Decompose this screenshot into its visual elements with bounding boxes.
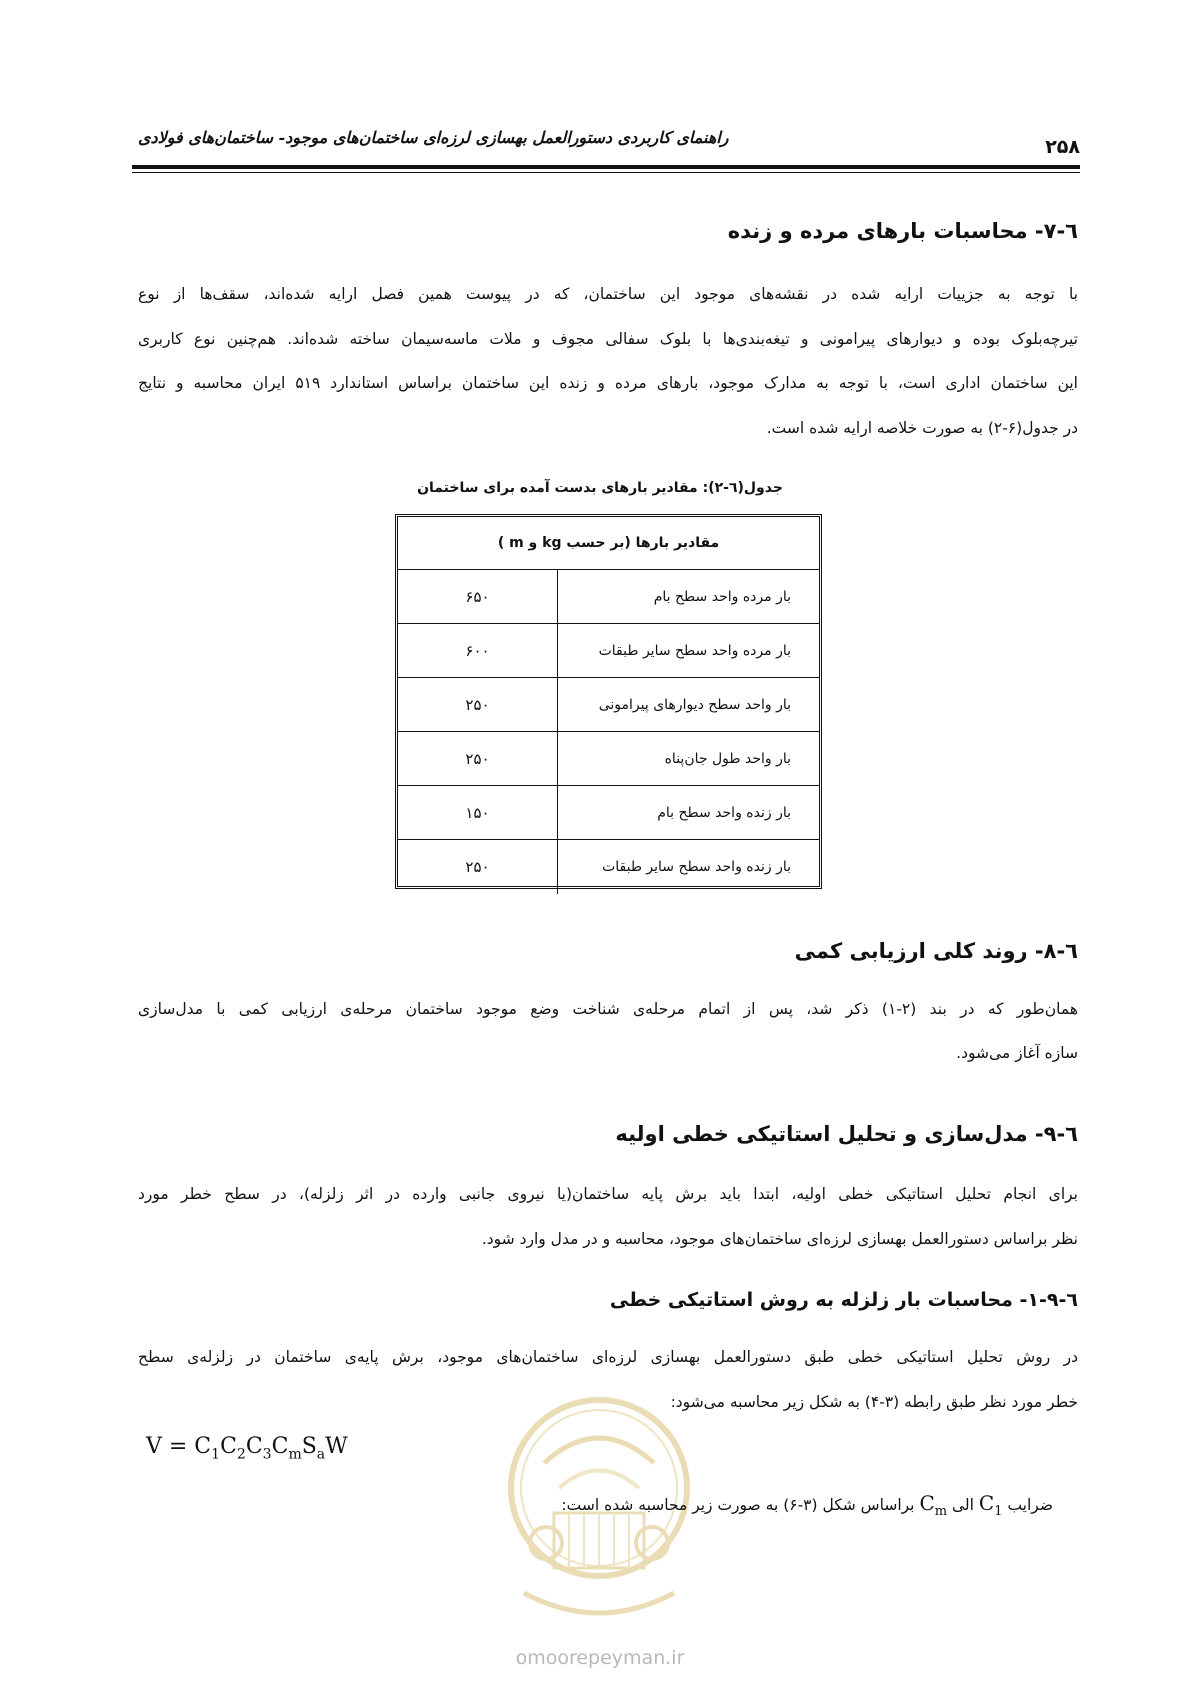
table-cell-label: بار مرده واحد سطح سایر طبقات	[557, 624, 819, 677]
table-caption: جدول(٦-٢): مقادیر بارهای بدست آمده برای ساختمان	[417, 480, 783, 496]
table-row	[398, 786, 819, 840]
table-cell-label: بار واحد سطح دیوارهای پیرامونی	[557, 678, 819, 731]
table-cell-value: ۲۵۰	[465, 695, 490, 714]
table-row	[398, 840, 819, 894]
table-row	[398, 570, 819, 624]
table-cell-value: ۶۵۰	[465, 587, 490, 606]
paragraph-line: با توجه به جزییات ارایه شده در نقشه‌های موجود این ساختمان، که در پیوست همین فصل ارایه شده‌اند، سقف‌ها از نوع	[138, 285, 1078, 303]
table-cell-value: ۶۰۰	[465, 641, 490, 660]
table-cell-value: ۲۵۰	[465, 858, 490, 876]
table-cell-value: ۱۵۰	[465, 803, 490, 822]
section-heading-6-7: ٦-٧- محاسبات بارهای مرده و زنده	[727, 219, 1078, 243]
section-heading-6-8: ٦-٨- روند کلی ارزیابی کمی	[794, 939, 1078, 963]
paragraph-line: نظر براساس دستورالعمل بهسازی لرزه‌ای ساختمان‌های موجود، محاسبه و در مدل وارد شود.	[481, 1230, 1078, 1248]
watermark-text: omoorepeyman.ir	[515, 1647, 685, 1669]
section-heading-6-9-1: ٦-٩-١- محاسبات بار زلزله به روش استاتیکی خطی	[609, 1289, 1078, 1311]
table-header: مقادیر بارها (بر حسب kg و m )	[398, 517, 819, 570]
header-rule-thick	[132, 165, 1080, 169]
paragraph-line: همان‌طور که در بند (۲-۱) ذکر شد، پس از اتمام مرحله‌ی شناخت وضع موجود ساختمان مرحله‌ی ارزیابی کمی با مدل‌سازی	[138, 1000, 1078, 1018]
table-cell-label: بار زنده واحد سطح بام	[557, 786, 819, 839]
paragraph-line: برای انجام تحلیل استاتیکی خطی اولیه، ابتدا باید برش پایه ساختمان(یا نیروی جانبی وارده در اثر زلزله)، در سطح خطر مورد	[138, 1185, 1078, 1203]
paragraph-line: تیرچه‌بلوک بوده و دیوارهای پیرامونی و تیغه‌بندی‌ها با بلوک سفالی مجوف و ملات ماسه‌سیمان ساخته شده‌اند. هم‌چنین نوع کاربری	[138, 330, 1078, 348]
table-row	[398, 732, 819, 786]
header-rule-thin	[132, 172, 1080, 173]
coefficients-line: ضرایب $C_1$ الی $C_m$ براساس شکل (۳-۶) به صورت زیر محاسبه شده است:	[561, 1491, 1053, 1519]
table-cell-label: بار مرده واحد سطح بام	[557, 570, 819, 623]
table-cell-value: ۲۵۰	[465, 749, 490, 768]
paragraph-line: سازه آغاز می‌شود.	[956, 1044, 1078, 1062]
paragraph-line: در جدول(۶-۲) به صورت خلاصه ارایه شده است.	[766, 419, 1078, 437]
table-cell-label: بار زنده واحد سطح سایر طبقات	[557, 840, 819, 894]
base-shear-formula: $V = C_1C_2C_3C_mS_aW$	[146, 1434, 348, 1463]
running-header-title: راهنمای کاربردی دستورالعمل بهسازی لرزه‌ای ساختمان‌های موجود- ساختمان‌های فولادی	[138, 128, 729, 147]
page-number: ۲۵۸	[1045, 136, 1080, 158]
paragraph-line: خطر مورد نظر طبق رابطه (۳-۴) به شکل زیر محاسبه می‌شود:	[670, 1393, 1078, 1411]
table-cell-label: بار واحد طول جان‌پناه	[557, 732, 819, 785]
paragraph-line: در روش تحلیل استاتیکی خطی طبق دستورالعمل بهسازی لرزه‌ای ساختمان‌های موجود، برش پایه‌ی ساختمان در زلزله‌ی سطح	[138, 1348, 1078, 1366]
section-heading-6-9: ٦-٩- مدل‌سازی و تحلیل استاتیکی خطی اولیه	[615, 1122, 1078, 1146]
table-row	[398, 624, 819, 678]
paragraph-line: این ساختمان اداری است، با توجه به مدارک موجود، بارهای مرده و زنده این ساختمان براساس استاندارد ۵۱۹ ایران محاسبه و نتایج	[138, 374, 1078, 392]
table-row	[398, 678, 819, 732]
